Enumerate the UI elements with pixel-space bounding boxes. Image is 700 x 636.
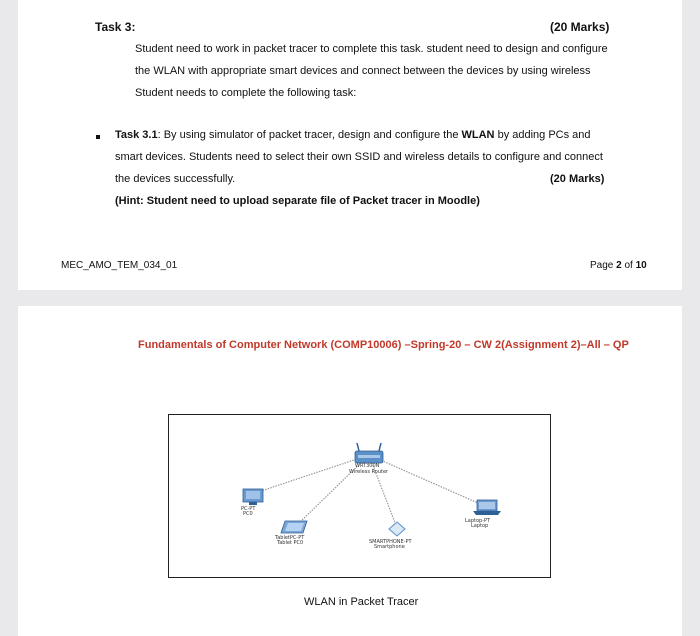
subtask-line-3: the devices successfully. bbox=[115, 173, 236, 185]
phone-label-1: SMARTPHONE-PT bbox=[369, 539, 412, 545]
footer-code: MEC_AMO_TEM_034_01 bbox=[61, 260, 178, 271]
subtask-hint: (Hint: Student need to upload separate file of Packet tracer in Moodle) bbox=[115, 195, 480, 207]
intro-line-1: Student need to work in packet tracer to complete this task. student need to design and configure bbox=[135, 43, 608, 55]
subtask-line1-a: : By using simulator of packet tracer, design and configure the bbox=[157, 129, 462, 141]
page-prefix: Page bbox=[590, 260, 617, 271]
pc-label-2: PC0 bbox=[243, 511, 253, 517]
router-label-1: WRT300N bbox=[355, 463, 380, 469]
packet-tracer-diagram bbox=[168, 414, 551, 578]
subtask-wlan: WLAN bbox=[461, 129, 495, 141]
tablet-icon bbox=[281, 521, 307, 533]
task-marks: (20 Marks) bbox=[550, 20, 610, 34]
subtask-label: Task 3.1 bbox=[115, 129, 158, 141]
subtask-line-1 bbox=[115, 129, 591, 141]
wlan-topology bbox=[169, 415, 550, 577]
page-of: of bbox=[621, 260, 636, 271]
phone-label-2: Smartphone bbox=[374, 544, 405, 550]
laptop-label-2: Laptop bbox=[471, 523, 489, 529]
subtask-line1-c: by adding PCs and bbox=[494, 129, 591, 141]
document-page-1 bbox=[18, 0, 682, 290]
figure-caption: WLAN in Packet Tracer bbox=[304, 596, 419, 608]
page-total: 10 bbox=[635, 260, 647, 271]
intro-line-3: Student needs to complete the following task: bbox=[135, 87, 357, 99]
link-router-laptop bbox=[369, 455, 487, 507]
pc-icon bbox=[243, 489, 263, 505]
subtask-marks: (20 Marks) bbox=[550, 173, 605, 185]
laptop-icon bbox=[473, 500, 501, 515]
document-page-2 bbox=[18, 306, 682, 636]
smartphone-icon bbox=[389, 522, 405, 536]
page-num: 2 bbox=[616, 260, 622, 271]
laptop-label-1: Laptop-PT bbox=[465, 518, 491, 524]
subtask-line-2: smart devices. Students need to select their own SSID and wireless details to configure and connect bbox=[115, 151, 603, 163]
task-title: Task 3: bbox=[95, 20, 136, 34]
tablet-label-2: Tablet PC0 bbox=[277, 540, 304, 546]
tablet-label-1: TabletPC-PT bbox=[275, 535, 305, 541]
router-label-2: Wireless Router bbox=[349, 469, 389, 475]
wireless-router-icon bbox=[355, 443, 383, 463]
pc-label-1: PC-PT bbox=[241, 506, 256, 512]
bullet-marker bbox=[96, 135, 100, 139]
intro-line-2: the WLAN with appropriate smart devices and connect between the devices by using wireless bbox=[135, 65, 591, 77]
footer-page-number bbox=[590, 260, 647, 271]
page-header: Fundamentals of Computer Network (COMP10006) –Spring-20 – CW 2(Assignment 2)–All – QP bbox=[138, 339, 629, 351]
